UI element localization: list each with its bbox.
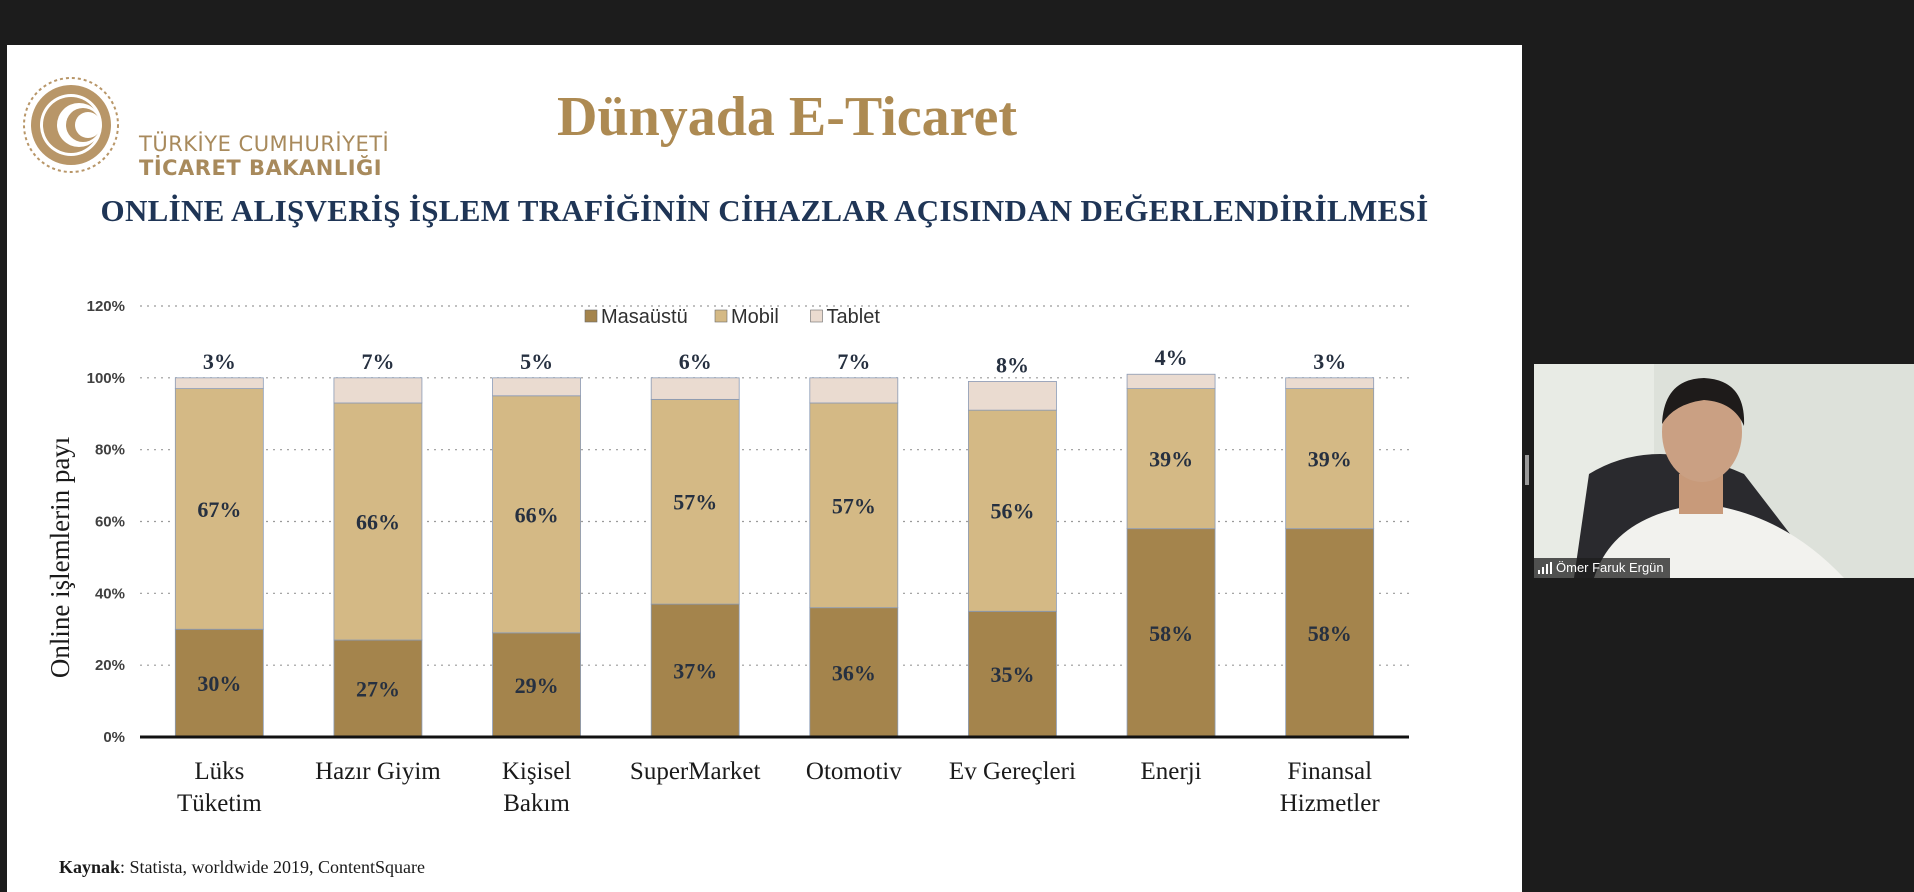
y-tick-label: 60% — [94, 513, 125, 531]
legend-label: Tablet — [826, 306, 880, 328]
bar-segment-tablet — [1286, 378, 1374, 389]
source-label: Kaynak — [59, 857, 121, 877]
participant-video-tile[interactable] — [1534, 364, 1914, 578]
participant-name-tag — [1534, 558, 1670, 578]
y-tick-label: 0% — [103, 729, 125, 746]
y-tick-label: 80% — [94, 441, 125, 459]
signal-strength-icon — [1538, 562, 1552, 574]
bar-segment-tablet — [175, 378, 263, 389]
legend-swatch — [585, 310, 597, 322]
data-label: 29% — [514, 672, 559, 698]
x-tick-label: Bakım — [503, 790, 570, 817]
x-tick-label: SuperMarket — [629, 758, 761, 785]
data-label: 5% — [520, 348, 554, 374]
x-tick-label: Finansal — [1287, 758, 1373, 785]
data-label: 39% — [1149, 446, 1194, 472]
legend-swatch — [715, 310, 727, 322]
bar-segment-tablet — [1127, 374, 1215, 388]
presentation-slide — [7, 45, 1522, 892]
bar-segment-tablet — [651, 378, 739, 400]
x-tick-label: Hazır Giyim — [315, 758, 441, 785]
bar-segment-tablet — [334, 378, 422, 403]
x-tick-label: Ev Gereçleri — [948, 758, 1076, 785]
legend-label: Mobil — [731, 306, 779, 328]
data-label: 3% — [1313, 348, 1347, 374]
x-tick-label: Otomotiv — [805, 758, 902, 785]
data-label: 3% — [202, 348, 236, 374]
participant-video-frame — [1534, 364, 1914, 578]
participant-name: Ömer Faruk Ergün — [1556, 560, 1664, 575]
data-label: 57% — [673, 489, 718, 515]
data-label: 27% — [355, 676, 400, 702]
data-label: 35% — [990, 662, 1035, 688]
source-note — [59, 857, 425, 878]
logo-text-line2: TİCARET BAKANLIĞI — [139, 156, 383, 180]
data-label: 56% — [990, 498, 1035, 524]
data-label: 37% — [673, 658, 718, 684]
y-tick-label: 40% — [94, 585, 125, 603]
logo-text-line1: TÜRKİYE CUMHURİYETİ — [139, 132, 390, 156]
source-text: : Statista, worldwide 2019, ContentSquare — [120, 857, 425, 877]
data-label: 7% — [837, 348, 871, 374]
legend-label: Masaüstü — [601, 306, 688, 328]
data-label: 39% — [1307, 446, 1352, 472]
x-tick-label: Hizmetler — [1279, 790, 1380, 817]
slide-title: Dünyada E-Ticaret — [557, 86, 1017, 148]
data-label: 67% — [197, 496, 242, 522]
data-label: 4% — [1154, 345, 1188, 371]
legend-swatch — [811, 310, 823, 322]
data-label: 57% — [831, 493, 876, 519]
x-tick-label: Lüks — [194, 758, 245, 785]
data-label: 7% — [361, 348, 395, 374]
data-label: 6% — [678, 348, 712, 374]
data-label: 58% — [1307, 620, 1352, 646]
y-tick-label: 120% — [86, 298, 125, 315]
data-label: 36% — [831, 660, 876, 686]
stacked-bar-chart — [7, 45, 1522, 845]
x-tick-label: Kişisel — [501, 758, 572, 785]
data-label: 58% — [1149, 620, 1194, 646]
panel-resize-handle[interactable] — [1525, 455, 1529, 485]
bar-segment-tablet — [810, 378, 898, 403]
bar-segment-tablet — [968, 381, 1056, 410]
y-tick-label: 20% — [94, 657, 125, 675]
y-tick-label: 100% — [86, 369, 125, 387]
data-label: 30% — [197, 671, 242, 697]
data-label: 66% — [355, 509, 400, 535]
y-axis-label: Online işlemlerin payı — [45, 436, 75, 679]
chart-title: ONLİNE ALIŞVERİŞ İŞLEM TRAFİĞİNİN CİHAZLAR AÇISINDAN DEĞERLENDİRİLMESİ — [100, 193, 1429, 228]
x-tick-label: Tüketim — [176, 790, 262, 817]
x-tick-label: Enerji — [1140, 758, 1202, 785]
data-label: 66% — [514, 502, 559, 528]
data-label: 8% — [995, 352, 1029, 378]
bar-segment-tablet — [493, 378, 581, 396]
